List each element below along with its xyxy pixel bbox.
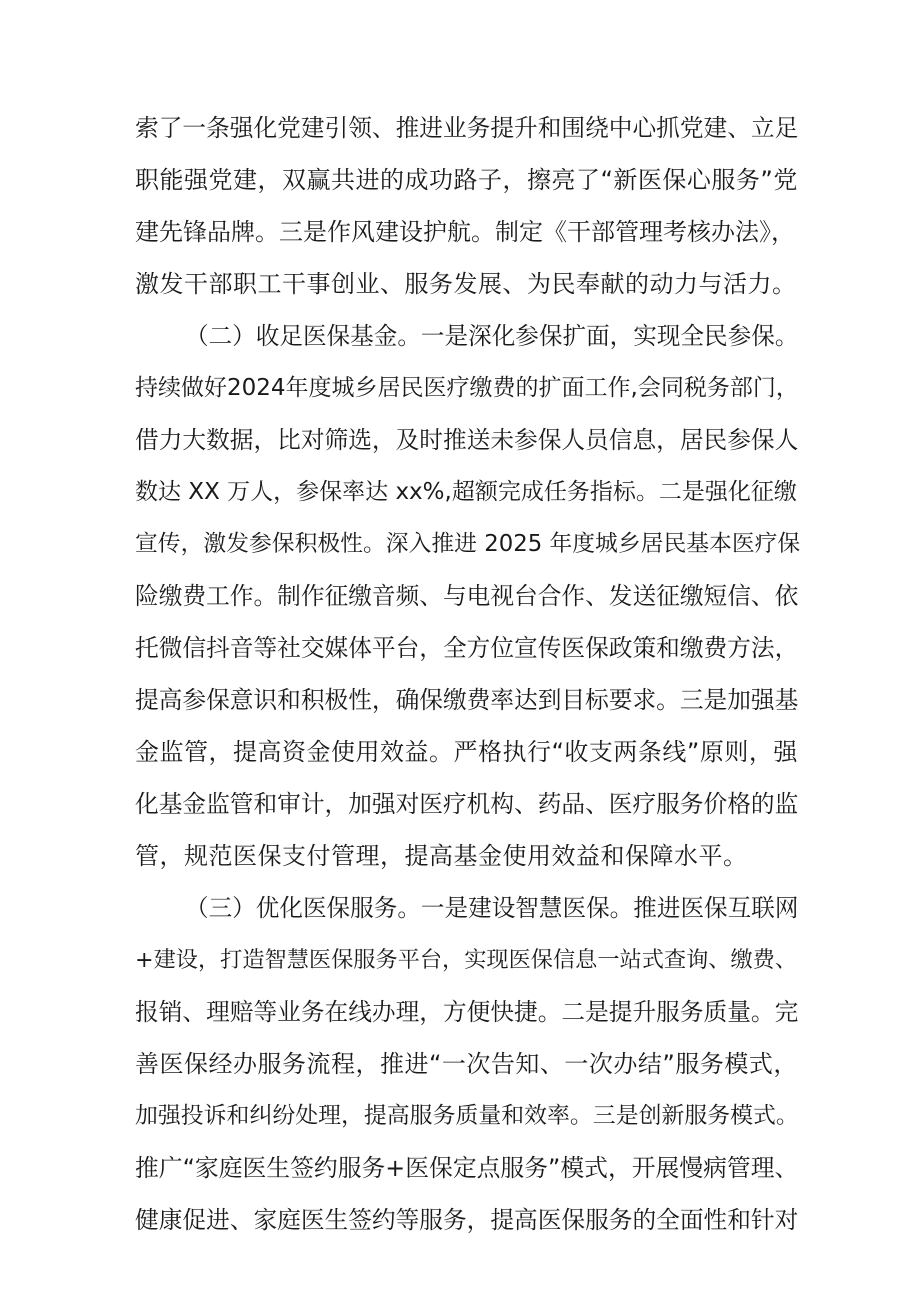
text-line: 健康促进、家庭医生签约等服务，提高医保服务的全面性和针对 xyxy=(135,1206,799,1234)
text-line: 管，规范医保支付管理，提高基金使用效益和保障水平。 xyxy=(135,842,748,870)
text-line: 索了一条强化党建引领、推进业务提升和围绕中心抓党建、立足 xyxy=(135,114,799,142)
text-line: 善医保经办服务流程，推进“一次告知、一次办结”服务模式， xyxy=(135,1050,798,1078)
section-heading-line: （二）收足医保基金。一是深化参保扩面，实现全民参保。 xyxy=(185,322,799,350)
text-line: 宣传，激发参保积极性。深入推进 2025 年度城乡居民基本医疗保 xyxy=(135,531,801,557)
text-line: 建先锋品牌。三是作风建设护航。制定《干部管理考核办法》， xyxy=(135,218,795,246)
text-line: +建设，打造智慧医保服务平台，实现医保信息一站式查询、缴费、 xyxy=(135,947,798,973)
text-line: 托微信抖音等社交媒体平台，全方位宣传医保政策和缴费方法， xyxy=(135,634,799,662)
text-line: 加强投诉和纠纷处理，提高服务质量和效率。三是创新服务模式。 xyxy=(135,1103,799,1129)
text-line: 金监管，提高资金使用效益。严格执行“收支两条线”原则，强 xyxy=(135,738,798,766)
section-heading-line: （三）优化医保服务。一是建设智慧医保。推进医保互联网 xyxy=(185,894,799,922)
text-line: 化基金监管和审计，加强对医疗机构、药品、医疗服务价格的监 xyxy=(135,790,799,818)
text-line: 险缴费工作。制作征缴音频、与电视台合作、发送征缴短信、依 xyxy=(135,582,799,610)
text-line: 推广“家庭医生签约服务+医保定点服务”模式，开展慢病管理、 xyxy=(135,1154,799,1182)
text-line: 数达 XX 万人，参保率达 xx%,超额完成任务指标。二是强化征缴 xyxy=(135,479,797,505)
text-line: 激发干部职工干事创业、服务发展、为民奉献的动力与活力。 xyxy=(135,270,797,298)
text-line: 提高参保意识和积极性，确保缴费率达到目标要求。三是加强基 xyxy=(135,686,799,714)
text-line: 持续做好2024年度城乡居民医疗缴费的扩面工作,会同税务部门， xyxy=(135,375,799,401)
text-line: 借力大数据，比对筛选，及时推送未参保人员信息，居民参保人 xyxy=(135,426,799,454)
text-line: 职能强党建，双赢共进的成功路子，擦亮了“新医保心服务”党 xyxy=(135,166,798,194)
text-line: 报销、理赔等业务在线办理，方便快捷。二是提升服务质量。完 xyxy=(135,998,799,1026)
